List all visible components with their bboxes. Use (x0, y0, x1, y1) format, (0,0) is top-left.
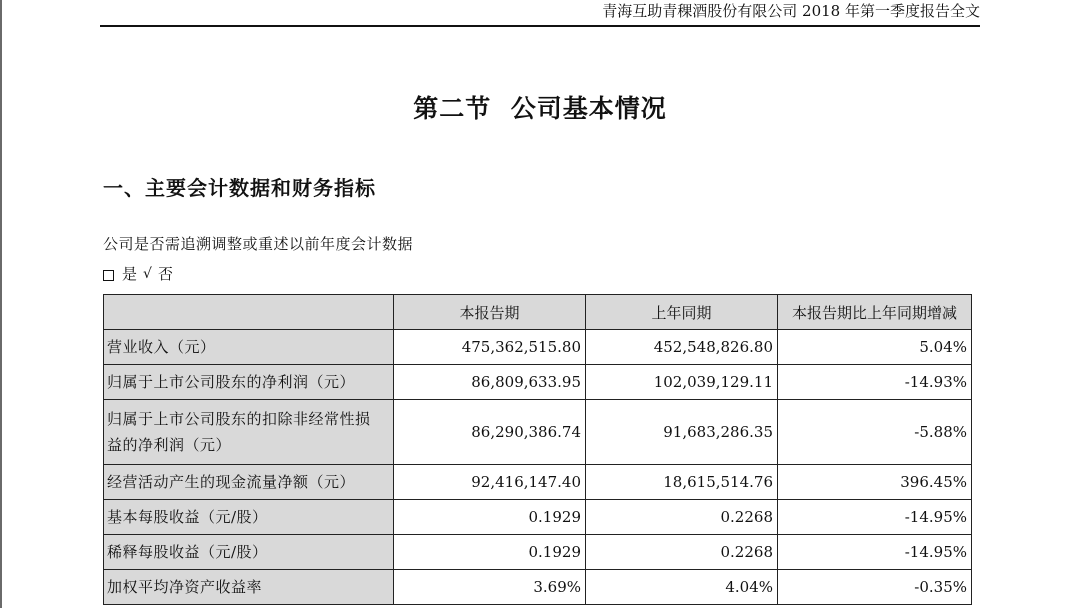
current-value: 92,416,147.40 (394, 465, 586, 500)
check-mark-icon: √ (143, 266, 152, 282)
row-label: 加权平均净资产收益率 (104, 570, 394, 605)
row-label: 经营活动产生的现金流量净额（元） (104, 465, 394, 500)
row-label: 归属于上市公司股东的净利润（元） (104, 365, 394, 400)
checkbox-empty-icon (103, 270, 114, 281)
header-cell-prior-period: 上年同期 (586, 295, 778, 330)
table-row (104, 570, 972, 605)
table-header-row (104, 295, 972, 330)
header-cell-blank (104, 295, 394, 330)
change-value: -0.35% (778, 570, 972, 605)
change-value: 396.45% (778, 465, 972, 500)
row-label (104, 400, 394, 465)
option-yes-label: 是 (122, 265, 138, 283)
header-cell-change: 本报告期比上年同期增减 (778, 295, 972, 330)
row-label: 基本每股收益（元/股） (104, 500, 394, 535)
prior-value: 102,039,129.11 (586, 365, 778, 400)
current-value: 86,809,633.95 (394, 365, 586, 400)
change-value: -14.95% (778, 500, 972, 535)
section-title: 第二节 公司基本情况 (413, 94, 667, 123)
prior-value: 0.2268 (586, 535, 778, 570)
restatement-choice (103, 264, 173, 284)
change-value: -14.93% (778, 365, 972, 400)
current-value: 475,362,515.80 (394, 330, 586, 365)
header-cell-current-period: 本报告期 (394, 295, 586, 330)
table-row (104, 535, 972, 570)
current-value: 3.69% (394, 570, 586, 605)
prior-value: 452,548,826.80 (586, 330, 778, 365)
option-no-label: 否 (157, 265, 173, 283)
subsection-title: 一、主要会计数据和财务指标 (103, 176, 376, 200)
prior-value: 4.04% (586, 570, 778, 605)
row-label: 营业收入（元） (104, 330, 394, 365)
row-label: 稀释每股收益（元/股） (104, 535, 394, 570)
current-value: 0.1929 (394, 500, 586, 535)
header-rule (100, 25, 980, 27)
running-header: 青海互助青稞酒股份有限公司 2018 年第一季度报告全文 (602, 2, 980, 20)
table-row (104, 500, 972, 535)
current-value: 86,290,386.74 (394, 400, 586, 465)
financial-indicators-table (103, 294, 972, 605)
prior-value: 0.2268 (586, 500, 778, 535)
table-row (104, 365, 972, 400)
change-value: -5.88% (778, 400, 972, 465)
restatement-question: 公司是否需追溯调整或重述以前年度会计数据 (103, 235, 414, 253)
page-left-edge (0, 0, 2, 608)
change-value: 5.04% (778, 330, 972, 365)
table-row (104, 330, 972, 365)
table-row (104, 400, 972, 465)
table-row (104, 465, 972, 500)
change-value: -14.95% (778, 535, 972, 570)
row-label-line-1: 归属于上市公司股东的扣除非经常性损 (107, 410, 371, 428)
prior-value: 91,683,286.35 (586, 400, 778, 465)
prior-value: 18,615,514.76 (586, 465, 778, 500)
row-label-line-2: 益的净利润（元） (107, 436, 232, 454)
current-value: 0.1929 (394, 535, 586, 570)
